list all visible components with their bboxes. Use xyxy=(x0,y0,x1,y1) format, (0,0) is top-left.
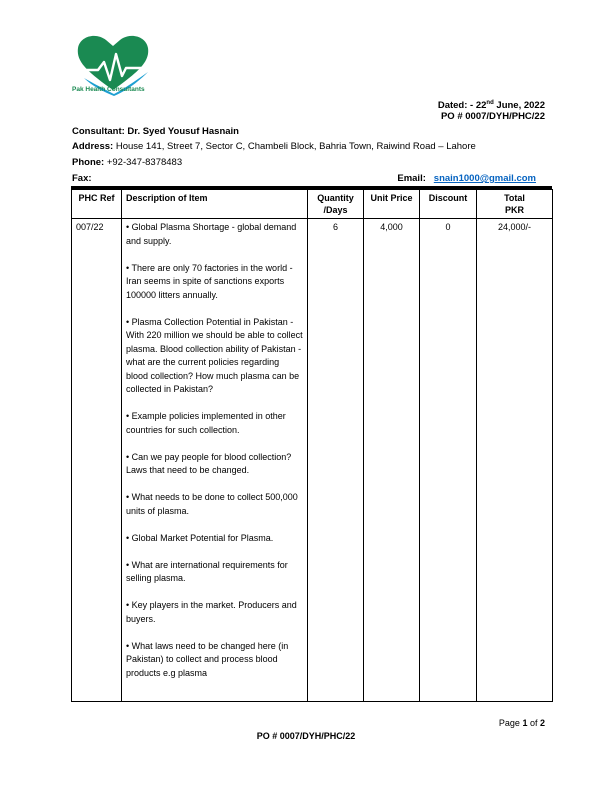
header-description: Description of Item xyxy=(122,190,308,219)
description-bullet: • Example policies implemented in other countries for such collection. xyxy=(126,411,286,435)
table-header-row xyxy=(72,190,553,219)
cell-phc-ref: 007/22 xyxy=(72,219,122,702)
description-bullet: • Plasma Collection Potential in Pakistan - With 220 million we should be able to collect plasma. Blood collection ability of Pakistan - what are the current policies regarding blood collection? How much plasma can be collected in Pakistan? xyxy=(126,316,303,394)
footer-po-number: PO # 0007/DYH/PHC/22 xyxy=(256,731,356,741)
cell-quantity: 6 xyxy=(308,219,364,702)
description-bullet: • There are only 70 factories in the world - Iran seems in spite of sanctions exports 100000 litters annually. xyxy=(126,262,293,300)
address-line: Address: House 141, Street 7, Sector C, Chambeli Block, Bahria Town, Raiwind Road – Lahore xyxy=(72,141,476,152)
page-number: Page 1 of 2 xyxy=(498,718,545,728)
email-link[interactable]: snain1000@gmail.com xyxy=(433,173,536,184)
cell-description xyxy=(122,219,308,702)
fax-line: Fax: xyxy=(72,173,92,184)
cell-unit-price: 4,000 xyxy=(364,219,420,702)
description-bullet: • Can we pay people for blood collection? Laws that need to be changed. xyxy=(126,451,292,475)
header-total: Total PKR xyxy=(477,190,553,219)
description-bullet: • What needs to be done to collect 500,000 units of plasma. xyxy=(126,492,298,516)
header-unit-price: Unit Price xyxy=(364,190,420,219)
description-bullet: • What are international requirements for selling plasma. xyxy=(126,559,288,583)
description-bullet: • Global Plasma Shortage - global demand and supply. xyxy=(126,222,297,246)
email-line: Email: snain1000@gmail.com xyxy=(397,173,536,184)
po-number: PO # 0007/DYH/PHC/22 xyxy=(440,111,545,122)
header-discount: Discount xyxy=(420,190,477,219)
description-bullet: • Key players in the market. Producers and buyers. xyxy=(126,600,297,624)
description-bullet: • Global Market Potential for Plasma. xyxy=(126,532,274,543)
description-bullet: • What laws need to be changed here (in Pakistan) to collect and process blood products e.g plasma xyxy=(126,640,289,678)
consultant-line: Consultant: Dr. Syed Yousuf Hasnain xyxy=(72,126,239,137)
date-line: Dated: - 22nd June, 2022 xyxy=(437,100,545,112)
header-phc-ref: PHC Ref xyxy=(72,190,122,219)
phone-line: Phone: +92-347-8378483 xyxy=(72,157,183,168)
cell-total: 24,000/- xyxy=(477,219,553,702)
table-row xyxy=(72,219,553,702)
logo-text: Pak Health Consultants xyxy=(72,86,145,93)
header-quantity: Quantity /Days xyxy=(308,190,364,219)
items-table xyxy=(71,189,553,702)
cell-discount: 0 xyxy=(420,219,477,702)
